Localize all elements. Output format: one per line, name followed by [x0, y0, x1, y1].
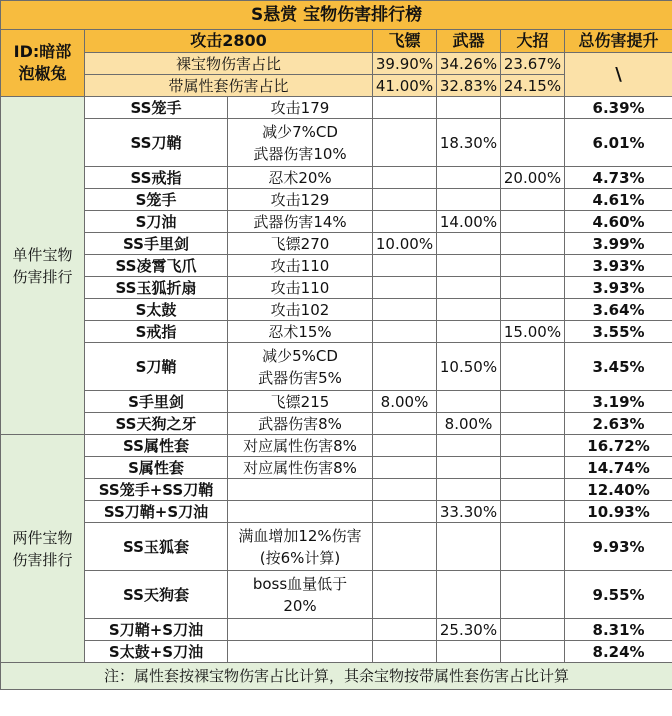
item-dart	[373, 189, 437, 211]
item-effect: boss血量低于 20%	[228, 571, 373, 619]
item-ult	[501, 571, 565, 619]
item-row	[1, 321, 672, 343]
item-name: S太鼓+S刀油	[85, 641, 228, 663]
item-name: SS手里剑	[85, 233, 228, 255]
item-ult	[501, 299, 565, 321]
item-name: SS笼手+SS刀鞘	[85, 479, 228, 501]
item-row	[1, 233, 672, 255]
item-dart	[373, 479, 437, 501]
item-effect	[228, 479, 373, 501]
item-dart: 8.00%	[373, 391, 437, 413]
item-total: 3.93%	[565, 277, 672, 299]
item-effect: 对应属性伤害8%	[228, 435, 373, 457]
item-weapon	[437, 255, 501, 277]
item-weapon	[437, 479, 501, 501]
item-name: S手里剑	[85, 391, 228, 413]
ratio-label: 带属性套伤害占比	[85, 75, 373, 97]
item-row	[1, 619, 672, 641]
ratio-total: \	[565, 53, 672, 97]
item-ult	[501, 277, 565, 299]
item-effect	[228, 619, 373, 641]
item-effect: 减少7%CD 武器伤害10%	[228, 119, 373, 167]
item-weapon	[437, 233, 501, 255]
item-ult	[501, 211, 565, 233]
item-total: 3.45%	[565, 343, 672, 391]
item-weapon	[437, 435, 501, 457]
item-row	[1, 97, 672, 119]
item-row	[1, 523, 672, 571]
item-effect: 攻击110	[228, 255, 373, 277]
col-header-ult: 大招	[501, 30, 565, 53]
item-name: S属性套	[85, 457, 228, 479]
single-category-label: 单件宝物 伤害排行	[1, 97, 85, 435]
item-weapon	[437, 97, 501, 119]
item-name: SS天狗套	[85, 571, 228, 619]
item-row	[1, 571, 672, 619]
header-row	[1, 30, 672, 53]
item-total: 3.19%	[565, 391, 672, 413]
item-total: 8.31%	[565, 619, 672, 641]
item-weapon: 10.50%	[437, 343, 501, 391]
item-dart	[373, 343, 437, 391]
item-total: 12.40%	[565, 479, 672, 501]
item-ult	[501, 479, 565, 501]
col-header-total: 总伤害提升	[565, 30, 672, 53]
item-effect: 攻击129	[228, 189, 373, 211]
item-total: 4.73%	[565, 167, 672, 189]
item-row	[1, 413, 672, 435]
item-effect: 对应属性伤害8%	[228, 457, 373, 479]
item-effect: 武器伤害14%	[228, 211, 373, 233]
item-effect: 武器伤害8%	[228, 413, 373, 435]
item-weapon	[437, 641, 501, 663]
item-effect	[228, 641, 373, 663]
item-row	[1, 641, 672, 663]
item-dart	[373, 413, 437, 435]
item-dart	[373, 523, 437, 571]
item-total: 8.24%	[565, 641, 672, 663]
item-name: SS玉狐套	[85, 523, 228, 571]
item-weapon: 18.30%	[437, 119, 501, 167]
item-row	[1, 391, 672, 413]
item-ult	[501, 501, 565, 523]
ratio-dart: 39.90%	[373, 53, 437, 75]
item-weapon	[437, 571, 501, 619]
ratio-weapon: 34.26%	[437, 53, 501, 75]
item-weapon	[437, 299, 501, 321]
item-ult	[501, 97, 565, 119]
item-ult	[501, 343, 565, 391]
item-total: 3.55%	[565, 321, 672, 343]
attack-header: 攻击2800	[85, 30, 373, 53]
item-name: SS天狗之牙	[85, 413, 228, 435]
double-category-label: 两件宝物 伤害排行	[1, 435, 85, 663]
item-ult	[501, 413, 565, 435]
item-row	[1, 211, 672, 233]
ratio-ult: 23.67%	[501, 53, 565, 75]
item-name: SS凌霄飞爪	[85, 255, 228, 277]
item-weapon	[437, 321, 501, 343]
ratio-label: 裸宝物伤害占比	[85, 53, 373, 75]
item-dart: 10.00%	[373, 233, 437, 255]
item-total: 10.93%	[565, 501, 672, 523]
item-ult	[501, 255, 565, 277]
item-ult	[501, 391, 565, 413]
item-weapon	[437, 391, 501, 413]
item-weapon: 14.00%	[437, 211, 501, 233]
item-dart	[373, 119, 437, 167]
item-ult	[501, 119, 565, 167]
item-name: SS戒指	[85, 167, 228, 189]
item-total: 6.39%	[565, 97, 672, 119]
col-header-dart: 飞镖	[373, 30, 437, 53]
item-effect: 攻击102	[228, 299, 373, 321]
table-title: S悬赏 宝物伤害排行榜	[1, 1, 672, 30]
item-dart	[373, 571, 437, 619]
item-dart	[373, 641, 437, 663]
item-effect: 飞镖215	[228, 391, 373, 413]
item-total: 16.72%	[565, 435, 672, 457]
item-ult: 15.00%	[501, 321, 565, 343]
item-weapon	[437, 523, 501, 571]
ratio-dart: 41.00%	[373, 75, 437, 97]
ratio-ult: 24.15%	[501, 75, 565, 97]
item-weapon	[437, 189, 501, 211]
item-effect: 攻击110	[228, 277, 373, 299]
item-dart	[373, 435, 437, 457]
item-ult	[501, 233, 565, 255]
item-total: 3.93%	[565, 255, 672, 277]
item-row	[1, 457, 672, 479]
item-name: S刀鞘+S刀油	[85, 619, 228, 641]
item-total: 3.99%	[565, 233, 672, 255]
item-name: S刀鞘	[85, 343, 228, 391]
ratio-row	[1, 53, 672, 75]
item-effect: 满血增加12%伤害 (按6%计算)	[228, 523, 373, 571]
item-total: 4.61%	[565, 189, 672, 211]
item-weapon: 8.00%	[437, 413, 501, 435]
item-ult	[501, 619, 565, 641]
item-name: SS玉狐折扇	[85, 277, 228, 299]
item-ult	[501, 523, 565, 571]
item-dart	[373, 501, 437, 523]
item-effect: 忍术20%	[228, 167, 373, 189]
item-effect: 攻击179	[228, 97, 373, 119]
item-dart	[373, 97, 437, 119]
item-weapon: 25.30%	[437, 619, 501, 641]
item-name: SS刀鞘+S刀油	[85, 501, 228, 523]
title-row	[1, 1, 672, 30]
item-row	[1, 479, 672, 501]
item-effect: 忍术15%	[228, 321, 373, 343]
item-weapon	[437, 457, 501, 479]
item-dart	[373, 255, 437, 277]
item-total: 14.74%	[565, 457, 672, 479]
item-dart	[373, 619, 437, 641]
item-dart	[373, 321, 437, 343]
item-name: SS刀鞘	[85, 119, 228, 167]
item-total: 9.93%	[565, 523, 672, 571]
item-total: 4.60%	[565, 211, 672, 233]
item-weapon	[437, 167, 501, 189]
ratio-weapon: 32.83%	[437, 75, 501, 97]
item-name: S戒指	[85, 321, 228, 343]
item-row	[1, 255, 672, 277]
item-dart	[373, 299, 437, 321]
col-header-weapon: 武器	[437, 30, 501, 53]
item-name: S刀油	[85, 211, 228, 233]
item-row	[1, 167, 672, 189]
item-ult	[501, 641, 565, 663]
item-weapon	[437, 277, 501, 299]
item-total: 6.01%	[565, 119, 672, 167]
item-weapon: 33.30%	[437, 501, 501, 523]
item-dart	[373, 277, 437, 299]
note-row	[1, 663, 672, 690]
item-ult: 20.00%	[501, 167, 565, 189]
footnote: 注：属性套按裸宝物伤害占比计算，其余宝物按带属性套伤害占比计算	[1, 663, 672, 690]
item-row	[1, 119, 672, 167]
item-effect: 飞镖270	[228, 233, 373, 255]
item-ult	[501, 457, 565, 479]
item-effect	[228, 501, 373, 523]
item-name: SS属性套	[85, 435, 228, 457]
item-name: SS笼手	[85, 97, 228, 119]
item-row	[1, 501, 672, 523]
item-name: S太鼓	[85, 299, 228, 321]
item-dart	[373, 167, 437, 189]
item-ult	[501, 435, 565, 457]
item-row	[1, 299, 672, 321]
item-dart	[373, 457, 437, 479]
item-row	[1, 189, 672, 211]
item-row	[1, 435, 672, 457]
item-name: S笼手	[85, 189, 228, 211]
item-total: 9.55%	[565, 571, 672, 619]
item-ult	[501, 189, 565, 211]
player-id: ID:暗部 泡椒兔	[1, 30, 85, 97]
item-row	[1, 277, 672, 299]
item-effect: 减少5%CD 武器伤害5%	[228, 343, 373, 391]
item-dart	[373, 211, 437, 233]
item-total: 2.63%	[565, 413, 672, 435]
item-row	[1, 343, 672, 391]
item-total: 3.64%	[565, 299, 672, 321]
